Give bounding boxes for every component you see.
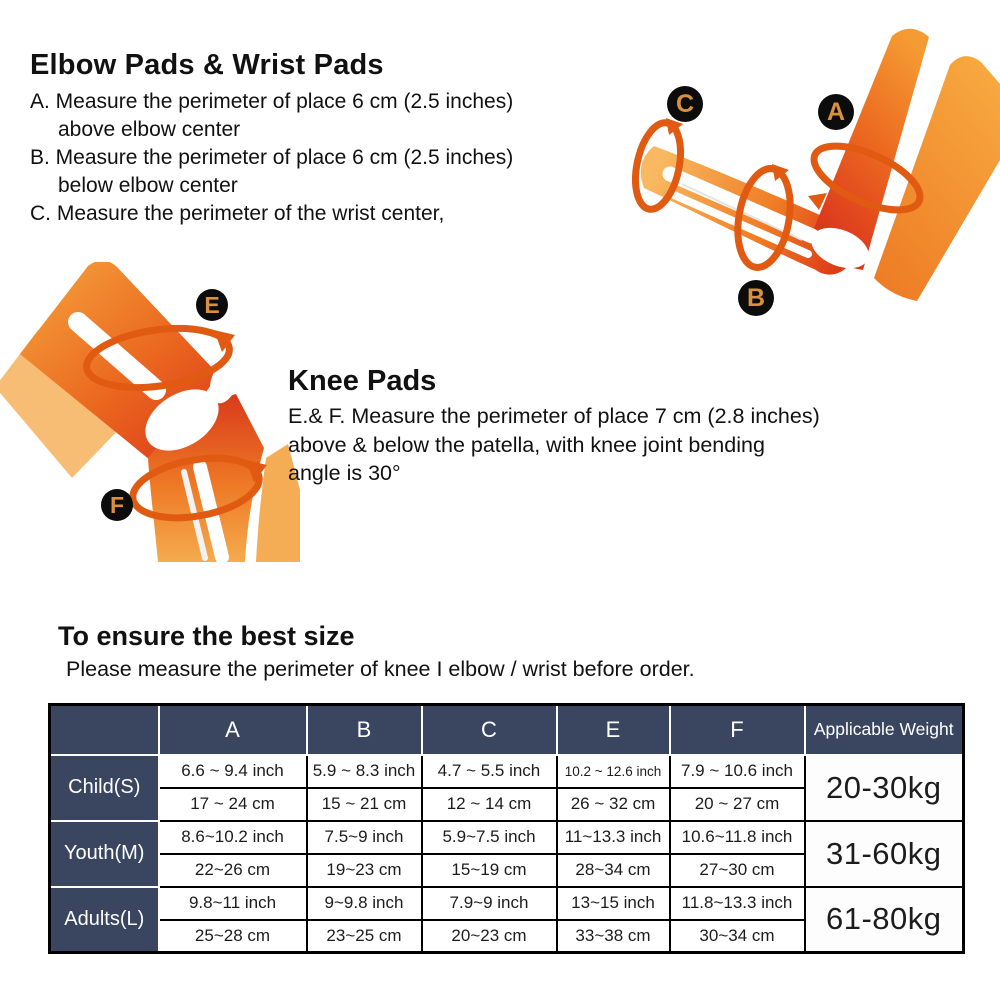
row-label-adults: Adults(L) (50, 887, 159, 953)
knee-instruction-line2: above & below the patella, with knee joint bending (288, 432, 765, 457)
size-table (48, 703, 965, 954)
table-header-a: A (159, 705, 307, 755)
label-badge-c: C (667, 86, 703, 122)
knee-instruction-line1: E.& F. Measure the perimeter of place 7 cm (2.8 inches) (288, 404, 820, 428)
cell-adults-cm-c: 20~23 cm (422, 920, 557, 953)
table-header-e: E (557, 705, 670, 755)
best-size-section (58, 620, 958, 683)
cell-adults-cm-a: 25~28 cm (159, 920, 307, 953)
size-table-container (48, 703, 965, 954)
knee-instruction-line3: angle is 30° (288, 461, 401, 485)
cell-youth-cm-f: 27~30 cm (670, 854, 805, 887)
label-badge-e: E (196, 289, 228, 321)
cell-adults-inch-e: 13~15 inch (557, 887, 670, 920)
cell-child-inch-f: 7.9 ~ 10.6 inch (670, 755, 805, 788)
cell-youth-inch-e: 11~13.3 inch (557, 821, 670, 854)
instruction-a-line2: above elbow center (58, 118, 241, 141)
arm-diagram-graphic (612, 8, 1000, 320)
cell-child-cm-a: 17 ~ 24 cm (159, 788, 307, 821)
table-header-c: C (422, 705, 557, 755)
cell-youth-inch-b: 7.5~9 inch (307, 821, 422, 854)
cell-adults-cm-e: 33~38 cm (557, 920, 670, 953)
table-header-weight: Applicable Weight (805, 705, 964, 755)
knee-pads-section (288, 364, 1000, 488)
instruction-b-line1: B. Measure the perimeter of place 6 cm (2.5 inches) (30, 146, 514, 169)
cell-youth-inch-c: 5.9~7.5 inch (422, 821, 557, 854)
cell-adults-inch-b: 9~9.8 inch (307, 887, 422, 920)
cell-adults-weight: 61-80kg (805, 887, 964, 953)
knee-diagram-graphic (0, 262, 300, 562)
cell-child-cm-b: 15 ~ 21 cm (307, 788, 422, 821)
row-label-child: Child(S) (50, 755, 159, 821)
cell-youth-cm-b: 19~23 cm (307, 854, 422, 887)
label-badge-b: B (738, 280, 774, 316)
best-size-title: To ensure the best size (58, 621, 355, 651)
cell-adults-inch-f: 11.8~13.3 inch (670, 887, 805, 920)
table-header-b: B (307, 705, 422, 755)
label-badge-a: A (818, 94, 854, 130)
knee-section-title: Knee Pads (288, 365, 437, 397)
cell-youth-cm-c: 15~19 cm (422, 854, 557, 887)
cell-child-inch-e: 10.2 ~ 12.6 inch (557, 755, 670, 788)
cell-youth-cm-e: 28~34 cm (557, 854, 670, 887)
cell-child-weight: 20-30kg (805, 755, 964, 821)
cell-adults-cm-f: 30~34 cm (670, 920, 805, 953)
table-header-f: F (670, 705, 805, 755)
instruction-c-line1: C. Measure the perimeter of the wrist center, (30, 202, 445, 225)
knee-illustration (0, 262, 300, 562)
instruction-b-line2: below elbow center (58, 174, 238, 197)
cell-child-cm-e: 26 ~ 32 cm (557, 788, 670, 821)
cell-youth-inch-a: 8.6~10.2 inch (159, 821, 307, 854)
cell-youth-weight: 31-60kg (805, 821, 964, 887)
cell-child-cm-c: 12 ~ 14 cm (422, 788, 557, 821)
cell-adults-inch-c: 7.9~9 inch (422, 887, 557, 920)
cell-adults-cm-b: 23~25 cm (307, 920, 422, 953)
cell-adults-inch-a: 9.8~11 inch (159, 887, 307, 920)
cell-child-inch-a: 6.6 ~ 9.4 inch (159, 755, 307, 788)
label-badge-f: F (101, 489, 133, 521)
row-label-youth: Youth(M) (50, 821, 159, 887)
cell-youth-cm-a: 22~26 cm (159, 854, 307, 887)
instruction-a-line1: A. Measure the perimeter of place 6 cm (2.5 inches) (30, 90, 514, 113)
cell-child-inch-b: 5.9 ~ 8.3 inch (307, 755, 422, 788)
elbow-wrist-section (30, 48, 640, 228)
cell-child-cm-f: 20 ~ 27 cm (670, 788, 805, 821)
cell-child-inch-c: 4.7 ~ 5.5 inch (422, 755, 557, 788)
elbow-section-title: Elbow Pads & Wrist Pads (30, 49, 384, 81)
cell-youth-inch-f: 10.6~11.8 inch (670, 821, 805, 854)
best-size-subtitle: Please measure the perimeter of knee I elbow / wrist before order. (66, 657, 695, 681)
table-corner-cell (50, 705, 159, 755)
arm-illustration (612, 8, 1000, 320)
